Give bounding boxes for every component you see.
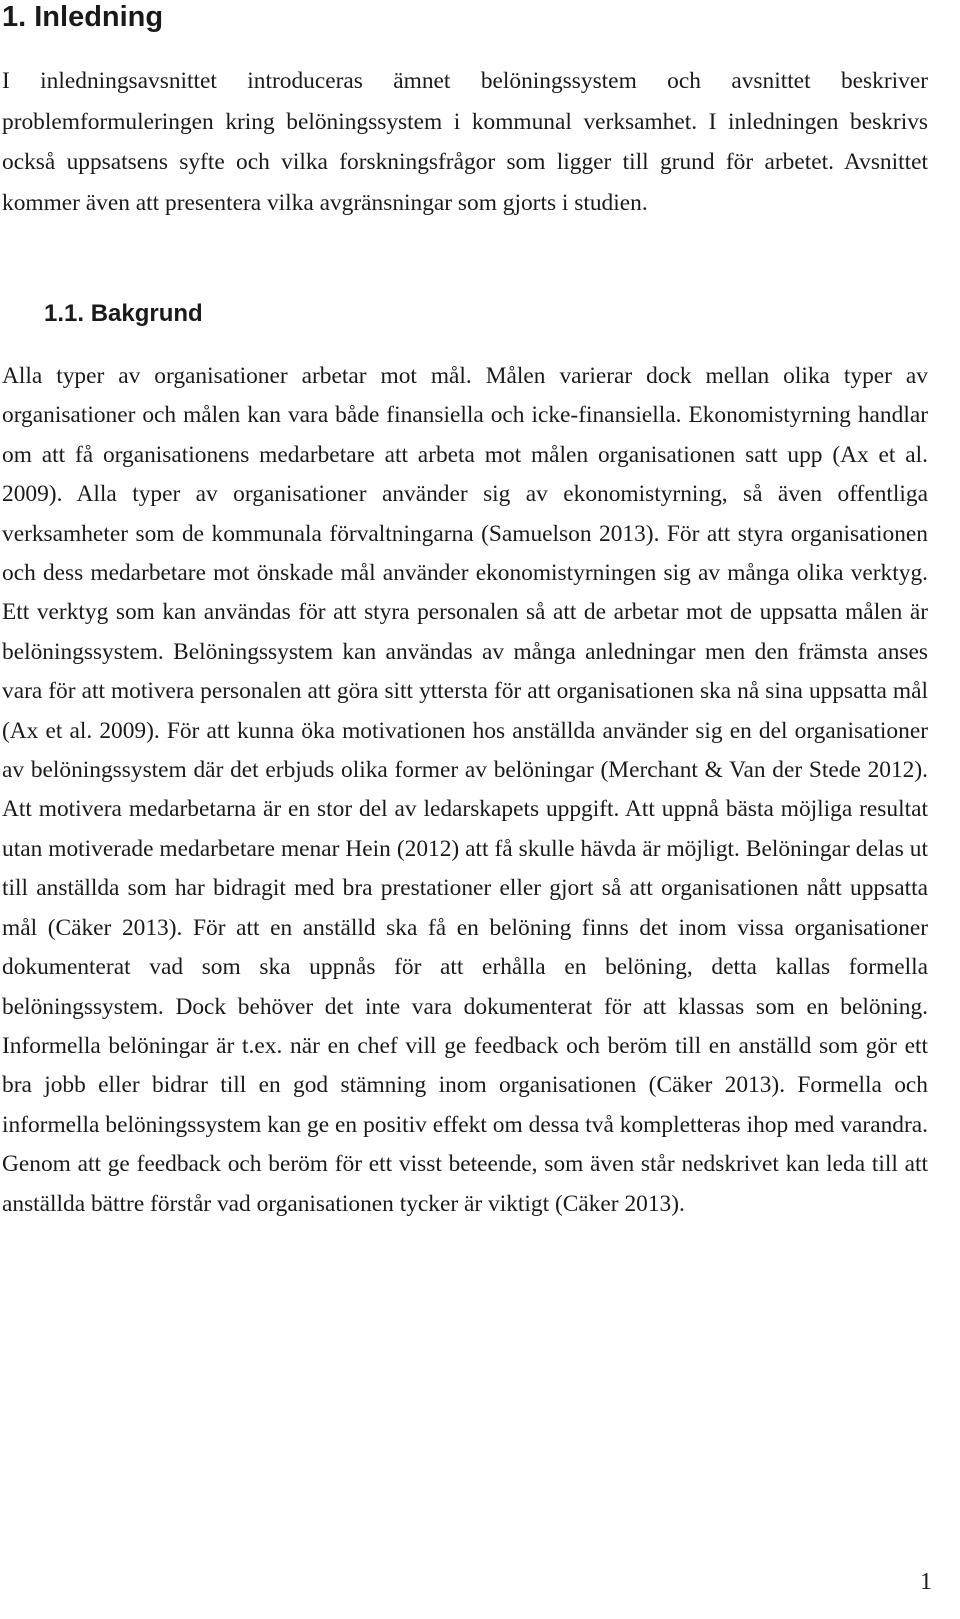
section-heading: 1.1. Bakgrund (44, 300, 203, 327)
intro-paragraph: I inledningsavsnittet introduceras ämnet belöningssystem och avsnittet beskriver problemformuleringen kring belöningssystem i kommunal verksamhet. I inledningen beskrivs också uppsatsens syfte och vilka forskningsfrågor som ligger till grund för arbetet. Avsnittet kommer även att presentera vilka avgränsningar som gjorts i studien. (2, 68, 928, 216)
background-paragraph: Alla typer av organisationer arbetar mot mål. Målen varierar dock mellan olika typer av organisationer och målen kan vara både finansiella och icke-finansiella. Ekonomistyrning handlar om att få organisationens medarbetare att arbeta mot målen organisationen satt upp (Ax et al. 2009). Alla typer av organisationer använder sig av ekonomistyrning, så även offentliga verksamheter som de kommunala förvaltningarna (Samuelson 2013). För att styra organisationen och dess medarbetare mot önskade mål använder ekonomistyrningen sig av många olika verktyg. Ett verktyg som kan användas för att styra personalen så att de arbetar mot de uppsatta målen är belöningssystem. Belöningssystem kan användas av många anledningar men den främsta anses vara för att motivera personalen att göra sitt yttersta för att organisationen ska nå sina uppsatta mål (Ax et al. 2009). För att kunna öka motivationen hos anställda använder sig en del organisationer av belöningssystem där det erbjuds olika former av belöningar (Merchant & Van der Stede 2012). Att motivera medarbetarna är en stor del av ledarskapets uppgift. Att uppnå bästa möjliga resultat utan motiverade medarbetare menar Hein (2012) att få skulle hävda är möjligt. Belöningar delas ut till anställda som har bidragit med bra prestationer eller gjort så att organisationen nått uppsatta mål (Cäker 2013). För att en anställd ska få en belöning finns det inom vissa organisationer dokumenterat vad som ska uppnås för att erhålla en belöning, detta kallas formella belöningssystem. Dock behöver det inte vara dokumenterat för att klassas som en belöning. Informella belöningar är t.ex. när en chef vill ge feedback och beröm till en anställd som gör ett bra jobb eller bidrar till en god stämning inom organisationen (Cäker 2013). Formella och informella belöningssystem kan ge en positiv effekt om dessa två kompletteras ihop med varandra. Genom att ge feedback och beröm för ett visst beteende, som även står nedskrivet kan leda till att anställda bättre förstår vad organisationen tycker är viktigt (Cäker 2013). (2, 363, 928, 1217)
page-number: 1 (920, 1569, 932, 1595)
chapter-heading: 1. Inledning (2, 1, 164, 33)
